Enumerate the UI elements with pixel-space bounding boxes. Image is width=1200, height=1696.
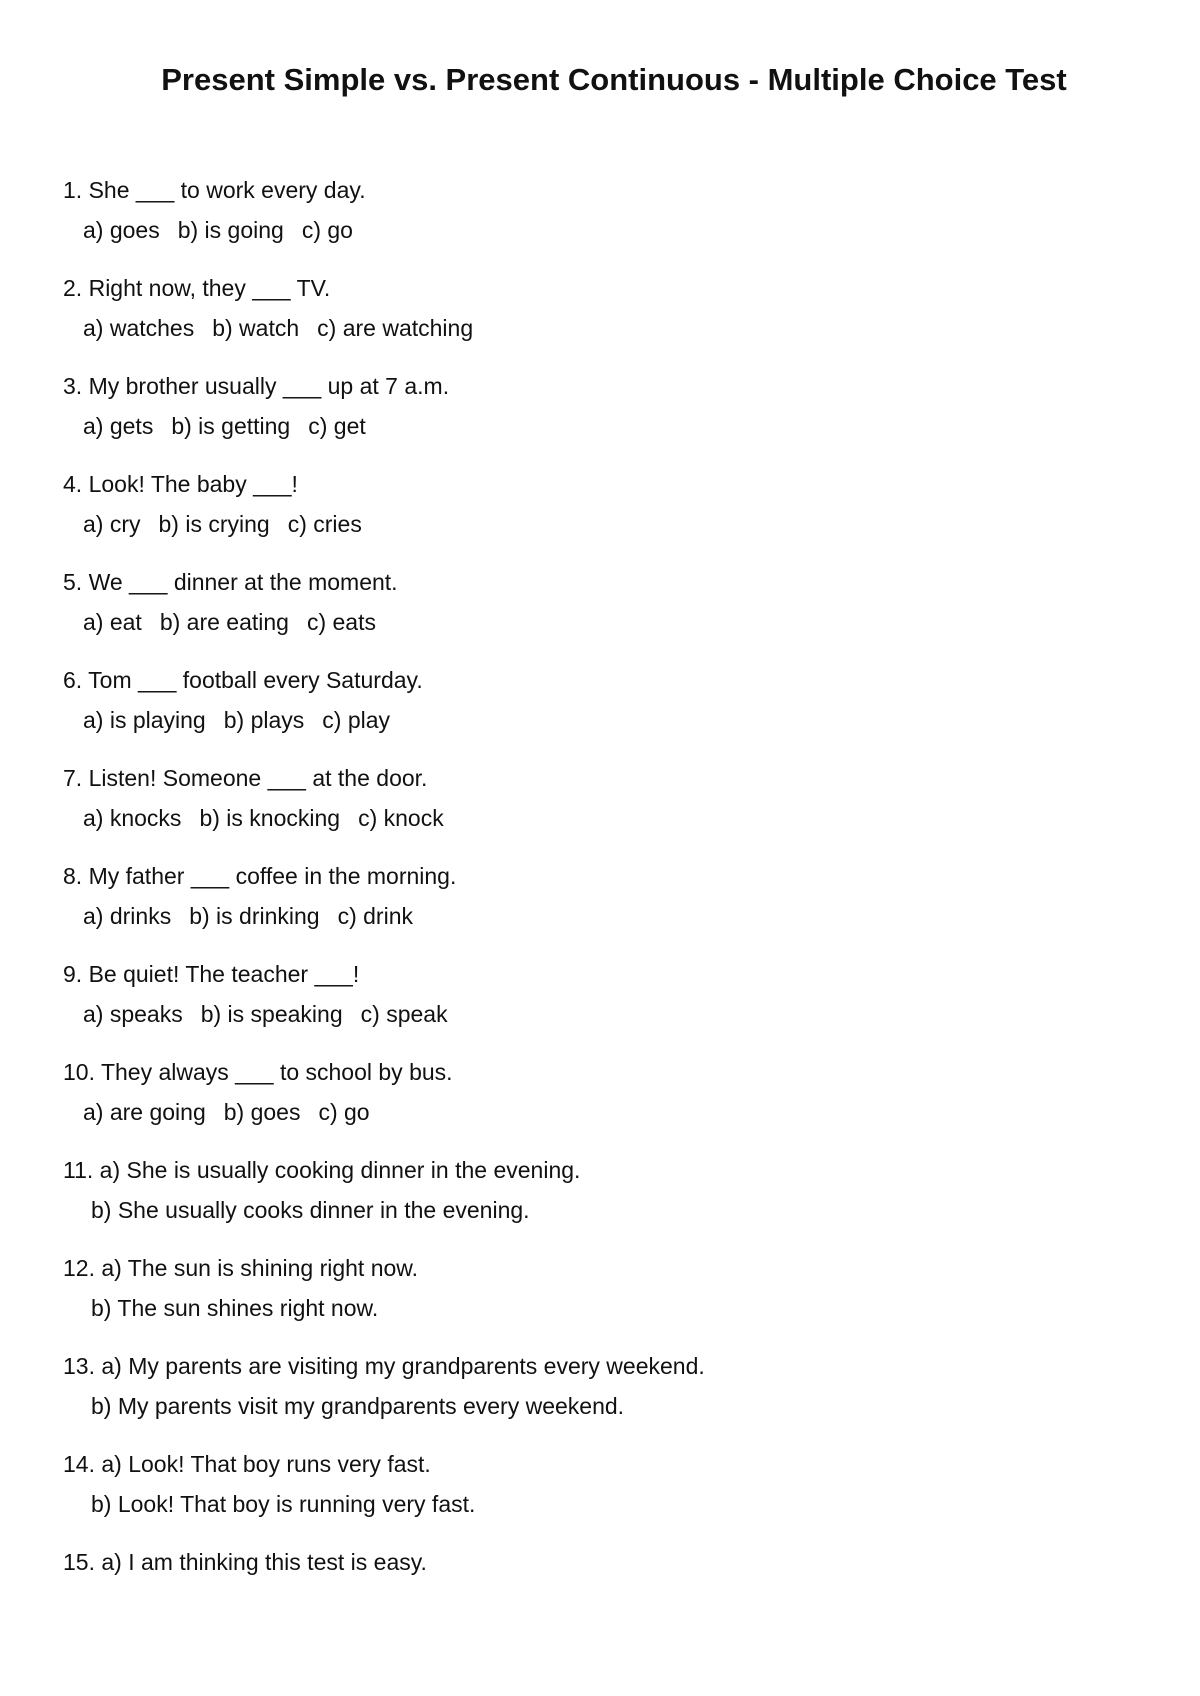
question-8 xyxy=(63,862,1143,960)
page-title: Present Simple vs. Present Continuous - Multiple Choice Test xyxy=(161,62,1067,97)
question-number: 4. xyxy=(63,471,83,497)
option-b: b) is speaking xyxy=(200,1001,343,1027)
options xyxy=(83,706,408,734)
question-number: 1. xyxy=(63,177,83,203)
option-b-sentence: b) The sun shines right now. xyxy=(91,1295,379,1321)
question-text: They always ___ to school by bus. xyxy=(100,1059,453,1085)
question-7 xyxy=(63,764,1143,862)
question-number: 8. xyxy=(63,863,83,889)
option-c: c) play xyxy=(322,707,391,733)
question-number: 7. xyxy=(63,765,83,791)
question-4 xyxy=(63,470,1143,568)
question-6 xyxy=(63,666,1143,764)
option-c: c) eats xyxy=(306,609,376,635)
question-text: She ___ to work every day. xyxy=(88,177,366,203)
option-a: a) knocks xyxy=(83,805,182,831)
option-b-sentence: b) Look! That boy is running very fast. xyxy=(91,1491,476,1517)
question-text: My father ___ coffee in the morning. xyxy=(88,863,457,889)
question-number: 6. xyxy=(63,667,83,693)
question-number: 3. xyxy=(63,373,83,399)
option-a-sentence: a) She is usually cooking dinner in the evening. xyxy=(99,1157,581,1183)
option-a: a) speaks xyxy=(83,1001,183,1027)
options xyxy=(83,314,491,342)
options xyxy=(83,804,462,832)
question-15 xyxy=(63,1548,1143,1646)
question-number: 9. xyxy=(63,961,83,987)
options xyxy=(83,412,384,440)
options xyxy=(83,608,394,636)
option-c: c) drink xyxy=(337,903,413,929)
option-c: c) cries xyxy=(287,511,362,537)
option-b: b) goes xyxy=(223,1099,301,1125)
question-10 xyxy=(63,1058,1143,1156)
option-a: a) cry xyxy=(83,511,141,537)
option-a: a) goes xyxy=(83,217,160,243)
option-a-sentence: a) My parents are visiting my grandparents every weekend. xyxy=(101,1353,705,1379)
question-number: 2. xyxy=(63,275,83,301)
option-b: b) is knocking xyxy=(199,805,341,831)
question-12 xyxy=(63,1254,1143,1352)
question-3 xyxy=(63,372,1143,470)
option-c: c) go xyxy=(301,217,353,243)
question-text: Tom ___ football every Saturday. xyxy=(88,667,423,693)
question-number: 5. xyxy=(63,569,83,595)
question-number: 15. xyxy=(63,1549,95,1575)
option-b: b) plays xyxy=(223,707,305,733)
option-c: c) speak xyxy=(360,1001,448,1027)
option-a: a) is playing xyxy=(83,707,206,733)
option-a: a) eat xyxy=(83,609,142,635)
question-list xyxy=(63,176,1143,1646)
question-9 xyxy=(63,960,1143,1058)
question-2 xyxy=(63,274,1143,372)
option-b-sentence: b) My parents visit my grandparents every weekend. xyxy=(91,1393,625,1419)
question-number: 12. xyxy=(63,1255,95,1281)
question-text: Listen! Someone ___ at the door. xyxy=(88,765,428,791)
question-number: 14. xyxy=(63,1451,95,1477)
question-text: We ___ dinner at the moment. xyxy=(88,569,398,595)
question-number: 13. xyxy=(63,1353,95,1379)
question-text: Right now, they ___ TV. xyxy=(88,275,331,301)
option-b-sentence: b) She usually cooks dinner in the evening. xyxy=(91,1197,530,1223)
option-b: b) is going xyxy=(177,217,284,243)
option-a: a) gets xyxy=(83,413,154,439)
option-c: c) knock xyxy=(358,805,444,831)
question-text: My brother usually ___ up at 7 a.m. xyxy=(88,373,450,399)
option-b: b) are eating xyxy=(159,609,289,635)
option-a-sentence: a) Look! That boy runs very fast. xyxy=(101,1451,431,1477)
options xyxy=(83,510,380,538)
option-a: a) are going xyxy=(83,1099,206,1125)
question-text: Look! The baby ___! xyxy=(88,471,298,497)
question-number: 11. xyxy=(63,1157,94,1183)
option-a-sentence: a) The sun is shining right now. xyxy=(101,1255,419,1281)
question-5 xyxy=(63,568,1143,666)
question-text: Be quiet! The teacher ___! xyxy=(88,961,360,987)
option-c: c) get xyxy=(308,413,366,439)
option-c: c) go xyxy=(318,1099,370,1125)
question-13 xyxy=(63,1352,1143,1450)
option-b: b) is crying xyxy=(158,511,270,537)
option-a: a) watches xyxy=(83,315,195,341)
options xyxy=(83,216,371,244)
options xyxy=(83,1000,466,1028)
options xyxy=(83,902,431,930)
question-number: 10. xyxy=(63,1059,95,1085)
options xyxy=(83,1098,388,1126)
option-b: b) is getting xyxy=(171,413,291,439)
option-a: a) drinks xyxy=(83,903,172,929)
question-11 xyxy=(63,1156,1143,1254)
question-1 xyxy=(63,176,1143,274)
option-b: b) watch xyxy=(212,315,300,341)
option-a-sentence: a) I am thinking this test is easy. xyxy=(101,1549,427,1575)
option-c: c) are watching xyxy=(317,315,474,341)
option-b: b) is drinking xyxy=(189,903,320,929)
question-14 xyxy=(63,1450,1143,1548)
